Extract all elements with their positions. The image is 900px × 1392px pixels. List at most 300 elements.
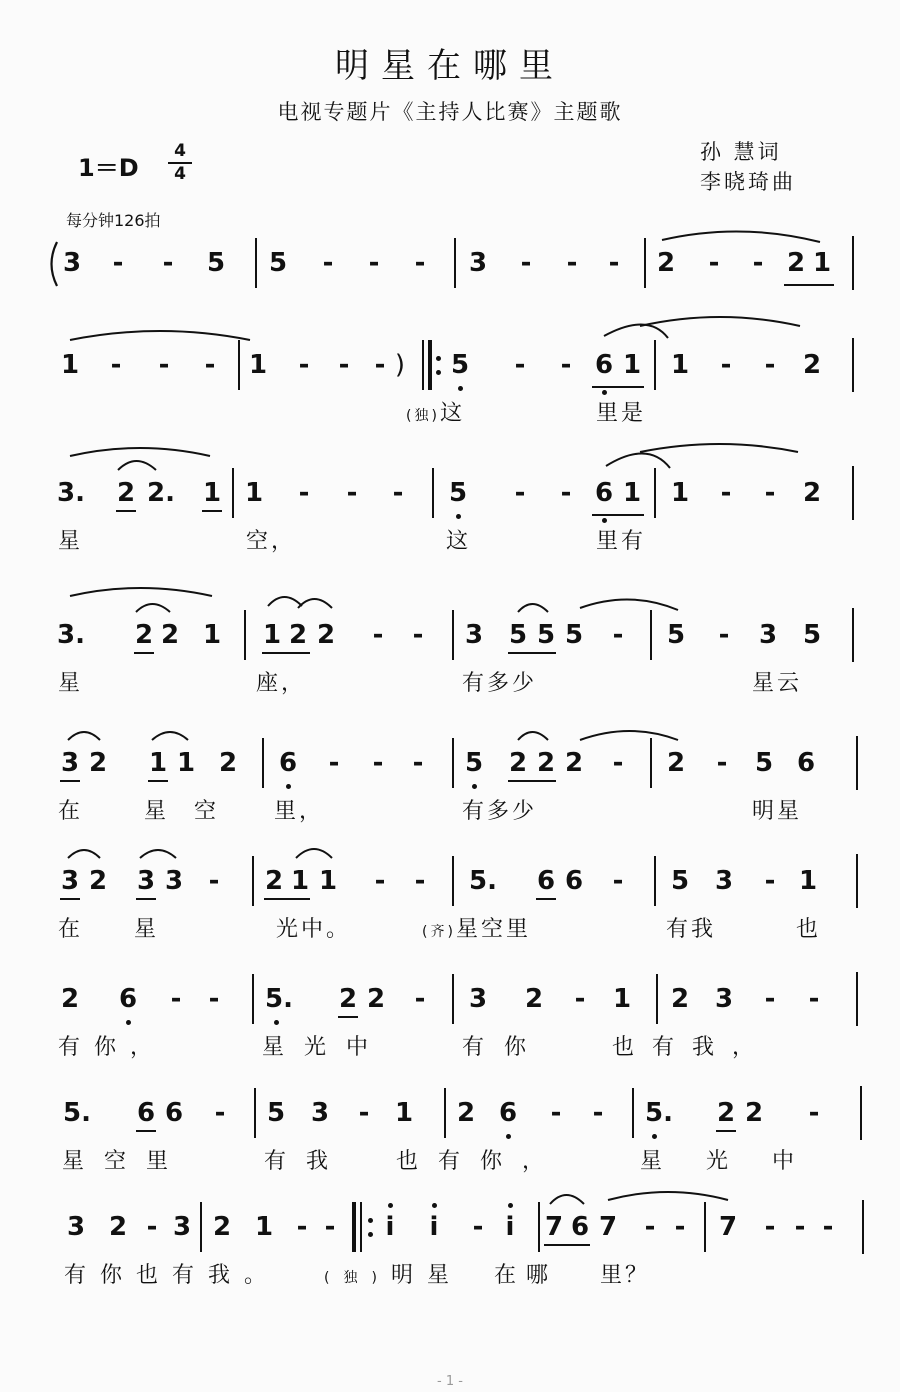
note: 6 <box>118 984 138 1014</box>
lyric: 这 <box>446 529 472 554</box>
lyric: 有我 <box>666 917 717 942</box>
note: 3 <box>172 1212 192 1242</box>
note: i <box>385 1212 395 1242</box>
dash: - <box>592 1098 604 1128</box>
repeat-dot <box>436 356 441 361</box>
note: 2 <box>666 748 686 778</box>
dash: - <box>612 748 624 778</box>
note: 3 <box>62 248 82 278</box>
lyric: 星 <box>134 917 160 942</box>
dash: - <box>574 984 586 1014</box>
slur <box>70 588 212 596</box>
low-octave-dot <box>602 518 607 523</box>
note: 7 <box>598 1212 618 1242</box>
note: 6 <box>594 350 614 380</box>
dash: - <box>170 984 182 1014</box>
beam <box>134 652 154 654</box>
note: 5 <box>754 748 774 778</box>
note: 3 <box>468 248 488 278</box>
note: 6 <box>498 1098 518 1128</box>
repeat-dot <box>368 1218 373 1223</box>
barline <box>452 738 454 788</box>
dash: - <box>214 1098 226 1128</box>
note: 2 <box>316 620 336 650</box>
note: 2 <box>656 248 676 278</box>
dash: - <box>110 350 122 380</box>
barline <box>432 468 434 518</box>
time-signature-bottom: 4 <box>174 164 186 184</box>
lyricist-credit: 孙 慧词 <box>700 140 782 164</box>
dash: - <box>204 350 216 380</box>
barline <box>252 974 254 1024</box>
note: 5 <box>564 620 584 650</box>
note: 1 <box>202 620 222 650</box>
lyric: 里？ <box>600 1263 651 1288</box>
dash: - <box>392 478 404 508</box>
barline <box>654 340 656 390</box>
slur <box>580 599 678 610</box>
barline <box>860 1086 862 1140</box>
low-octave-dot <box>506 1134 511 1139</box>
barline <box>252 856 254 906</box>
dash: - <box>412 620 424 650</box>
dash: - <box>298 478 310 508</box>
beam <box>148 780 168 782</box>
barline <box>644 238 646 288</box>
dash: - <box>372 748 384 778</box>
dash: - <box>560 478 572 508</box>
barline <box>862 1200 864 1254</box>
dash: - <box>566 248 578 278</box>
score-row-2 <box>0 348 900 448</box>
note: 5. <box>469 866 497 896</box>
slur <box>70 448 210 456</box>
barline <box>650 738 652 788</box>
dash: - <box>764 350 776 380</box>
note: 1 <box>394 1098 414 1128</box>
note: 3 <box>468 984 488 1014</box>
note: 1 <box>290 866 310 896</box>
barline <box>452 974 454 1024</box>
lyric: 星光中 <box>262 1035 389 1060</box>
note: 3 <box>464 620 484 650</box>
barline <box>632 1088 634 1138</box>
note: 1 <box>176 748 196 778</box>
note: 5 <box>464 748 484 778</box>
note: 2 <box>212 1212 232 1242</box>
beam <box>60 780 80 782</box>
dash: - <box>752 248 764 278</box>
repeat-dot <box>436 370 441 375</box>
note: 5. <box>645 1098 673 1128</box>
note: 3 <box>714 866 734 896</box>
note: 5. <box>63 1098 91 1128</box>
slur <box>268 597 302 606</box>
dash: - <box>794 1212 806 1242</box>
barline <box>656 974 658 1024</box>
dash: - <box>764 984 776 1014</box>
note: 2 <box>366 984 386 1014</box>
note: 2 <box>564 748 584 778</box>
dash: - <box>720 478 732 508</box>
barline <box>538 1202 540 1252</box>
dash: - <box>764 1212 776 1242</box>
dash: - <box>338 350 350 380</box>
repeat-dot <box>368 1232 373 1237</box>
page-number: - 1 - <box>437 1374 463 1389</box>
barline <box>255 238 257 288</box>
note: 6 <box>136 1098 156 1128</box>
barline <box>856 736 858 790</box>
slur <box>68 732 100 740</box>
key-signature: 1＝D <box>78 154 139 182</box>
dash: - <box>520 248 532 278</box>
lyric: 有多少 <box>462 799 538 824</box>
beam <box>508 652 556 654</box>
note: 1 <box>612 984 632 1014</box>
score-row-5 <box>0 746 900 846</box>
beam <box>592 386 644 388</box>
lyric: 座， <box>256 671 307 696</box>
barline <box>254 1088 256 1138</box>
score-row-6 <box>0 864 900 964</box>
lyric: 有你 <box>462 1035 547 1060</box>
note: 3 <box>66 1212 86 1242</box>
note: 1 <box>248 350 268 380</box>
note: 6 <box>564 866 584 896</box>
lyric: 在 <box>58 917 84 942</box>
lyric: 星空 <box>144 799 245 824</box>
score-row-8 <box>0 1096 900 1196</box>
barline <box>856 972 858 1026</box>
note: 1 <box>244 478 264 508</box>
slur <box>68 850 100 858</box>
barline <box>232 468 234 518</box>
note: i <box>429 1212 439 1242</box>
lyric: 光中。 <box>276 917 352 942</box>
time-signature <box>168 142 192 184</box>
barline <box>422 340 424 390</box>
slur <box>298 599 332 608</box>
note: 2 <box>116 478 136 508</box>
note: 5 <box>508 620 528 650</box>
beam <box>136 898 156 900</box>
barline <box>444 1088 446 1138</box>
dash: - <box>612 866 624 896</box>
dash: - <box>208 984 220 1014</box>
note: 2 <box>88 748 108 778</box>
note: 1 <box>670 350 690 380</box>
barline <box>200 1202 202 1252</box>
note: 3. <box>57 478 85 508</box>
lyric: 星云 <box>752 671 803 696</box>
beam <box>202 510 222 512</box>
beam <box>592 514 644 516</box>
dash: - <box>162 248 174 278</box>
note: 3. <box>57 620 85 650</box>
lyric: 有我 <box>264 1149 349 1174</box>
song-title: 明星在哪里 <box>335 46 565 86</box>
slur <box>580 731 678 740</box>
note: 1 <box>798 866 818 896</box>
dash: - <box>720 350 732 380</box>
dash: - <box>808 984 820 1014</box>
lyric: 星光中 <box>640 1149 839 1174</box>
score-row-7 <box>0 982 900 1082</box>
dash: - <box>808 1098 820 1128</box>
note: 7 <box>718 1212 738 1242</box>
low-octave-dot <box>286 784 291 789</box>
lyric: 星 <box>58 671 84 696</box>
note: 2 <box>524 984 544 1014</box>
note: 5 <box>802 620 822 650</box>
song-subtitle: 电视专题片《主持人比赛》主题歌 <box>277 100 623 124</box>
beam <box>508 780 556 782</box>
barline <box>852 338 854 392</box>
beam <box>716 1130 736 1132</box>
note: 1 <box>622 478 642 508</box>
barline <box>238 340 240 390</box>
note: 5 <box>448 478 468 508</box>
note: 6 <box>536 866 556 896</box>
dash: - <box>708 248 720 278</box>
note: 3 <box>310 1098 330 1128</box>
lyric: (齐)星空里 <box>422 917 531 942</box>
dash: - <box>414 866 426 896</box>
note: 6 <box>164 1098 184 1128</box>
lyric: 也有我， <box>612 1035 773 1060</box>
dash: - <box>644 1212 656 1242</box>
note: 2. <box>147 478 175 508</box>
dash: - <box>324 1212 336 1242</box>
dash: - <box>612 620 624 650</box>
repeat-start-barline <box>352 1202 356 1252</box>
lyric: 星空里 <box>62 1149 189 1174</box>
dash: - <box>718 620 730 650</box>
note: 3 <box>136 866 156 896</box>
lyric: 也有你， <box>396 1149 565 1174</box>
beam <box>544 1244 590 1246</box>
barline <box>360 1202 362 1252</box>
note: 1 <box>202 478 222 508</box>
dash: - <box>328 748 340 778</box>
slur <box>518 604 548 612</box>
barline <box>704 1202 706 1252</box>
slur <box>606 453 670 468</box>
slur <box>152 732 188 740</box>
dash: - <box>514 350 526 380</box>
beam <box>136 1130 156 1132</box>
repeat-start-barline <box>428 340 432 390</box>
note: 5 <box>670 866 690 896</box>
note: 6 <box>278 748 298 778</box>
note: 1 <box>670 478 690 508</box>
note: i <box>505 1212 515 1242</box>
note: 3 <box>714 984 734 1014</box>
time-signature-top: 4 <box>174 141 186 161</box>
barline <box>454 238 456 288</box>
note: 2 <box>716 1098 736 1128</box>
high-octave-dot <box>508 1203 513 1208</box>
note: 1 <box>812 248 832 278</box>
dash: - <box>322 248 334 278</box>
note: 5 <box>666 620 686 650</box>
barline <box>650 610 652 660</box>
lyric: 星 <box>58 529 84 554</box>
note: 5 <box>206 248 226 278</box>
lyric: 在 <box>58 799 84 824</box>
note: 6 <box>570 1212 590 1242</box>
note: 2 <box>88 866 108 896</box>
dash: - <box>764 478 776 508</box>
dash: - <box>368 248 380 278</box>
note: 1 <box>148 748 168 778</box>
dash: - <box>550 1098 562 1128</box>
beam <box>536 898 556 900</box>
score-row-9 <box>0 1210 900 1310</box>
note: 2 <box>670 984 690 1014</box>
dash: - <box>374 350 386 380</box>
high-octave-dot <box>388 1203 393 1208</box>
beam <box>262 652 310 654</box>
low-octave-dot <box>458 386 463 391</box>
beam <box>60 898 80 900</box>
lyric: 也 <box>796 917 822 942</box>
barline <box>452 856 454 906</box>
note: 2 <box>108 1212 128 1242</box>
note: 2 <box>802 350 822 380</box>
lyric: (独)明星 <box>324 1263 463 1288</box>
low-octave-dot <box>274 1020 279 1025</box>
note: 2 <box>134 620 154 650</box>
dash: - <box>822 1212 834 1242</box>
dash: - <box>146 1212 158 1242</box>
dash: - <box>472 1212 484 1242</box>
dash: - <box>608 248 620 278</box>
dash: - <box>298 350 310 380</box>
slur <box>136 604 170 612</box>
dash: - <box>374 866 386 896</box>
beam <box>264 898 310 900</box>
dash: - <box>560 350 572 380</box>
low-octave-dot <box>602 390 607 395</box>
note: 2 <box>786 248 806 278</box>
lyric: 里是 <box>596 401 647 426</box>
note: 3 <box>60 748 80 778</box>
note: 2 <box>338 984 358 1014</box>
note: 3 <box>164 866 184 896</box>
beam <box>338 1016 358 1018</box>
note: 2 <box>288 620 308 650</box>
note: 5 <box>266 1098 286 1128</box>
lyric: 空， <box>246 529 297 554</box>
note: 6 <box>796 748 816 778</box>
note: 1 <box>622 350 642 380</box>
beam <box>116 510 136 512</box>
lyric: 里有 <box>596 529 647 554</box>
barline <box>654 856 656 906</box>
note: 5 <box>450 350 470 380</box>
close-paren: ) <box>394 350 406 380</box>
slur <box>118 461 156 470</box>
dash: - <box>412 748 424 778</box>
note: 1 <box>262 620 282 650</box>
slur <box>550 1195 584 1204</box>
lyric: 里， <box>274 799 325 824</box>
dash: - <box>112 248 124 278</box>
barline <box>856 854 858 908</box>
note: 1 <box>60 350 80 380</box>
dash: - <box>358 1098 370 1128</box>
low-octave-dot <box>456 514 461 519</box>
note: 2 <box>264 866 284 896</box>
dash: - <box>414 248 426 278</box>
barline <box>262 738 264 788</box>
slur <box>140 850 176 858</box>
lyric: 明星 <box>752 799 803 824</box>
barline <box>452 610 454 660</box>
note: 3 <box>758 620 778 650</box>
beam <box>784 284 834 286</box>
dash: - <box>414 984 426 1014</box>
dash: - <box>514 478 526 508</box>
barline <box>852 466 854 520</box>
barline <box>244 610 246 660</box>
score-row-3 <box>0 476 900 576</box>
low-octave-dot <box>472 784 477 789</box>
note: 1 <box>254 1212 274 1242</box>
composer-credit: 李晓琦曲 <box>700 170 796 194</box>
note: 2 <box>536 748 556 778</box>
note: 2 <box>60 984 80 1014</box>
note: 2 <box>802 478 822 508</box>
note: 5 <box>268 248 288 278</box>
note: 1 <box>318 866 338 896</box>
slur <box>662 231 820 242</box>
note: 2 <box>508 748 528 778</box>
note: 5 <box>536 620 556 650</box>
slur <box>296 849 332 858</box>
dash: - <box>208 866 220 896</box>
barline <box>852 608 854 662</box>
dash: - <box>158 350 170 380</box>
note: 2 <box>218 748 238 778</box>
note: 6 <box>594 478 614 508</box>
slur <box>518 732 548 740</box>
lyric: 有多少 <box>462 671 538 696</box>
dash: - <box>764 866 776 896</box>
note: 5. <box>265 984 293 1014</box>
low-octave-dot <box>126 1020 131 1025</box>
low-octave-dot <box>652 1134 657 1139</box>
score-row-4 <box>0 618 900 718</box>
lyric: 有你， <box>58 1035 167 1060</box>
high-octave-dot <box>432 1203 437 1208</box>
dash: - <box>346 478 358 508</box>
tempo-marking: 每分钟126拍 <box>66 211 161 230</box>
dash: - <box>372 620 384 650</box>
note: 2 <box>456 1098 476 1128</box>
barline <box>852 236 854 290</box>
lyric: 在哪 <box>494 1263 559 1288</box>
dash: - <box>716 748 728 778</box>
note: 7 <box>544 1212 564 1242</box>
score-row-1 <box>0 246 900 346</box>
lyric: (独)这 <box>406 401 465 426</box>
note: 2 <box>160 620 180 650</box>
note: 2 <box>744 1098 764 1128</box>
open-paren-icon <box>44 240 60 288</box>
